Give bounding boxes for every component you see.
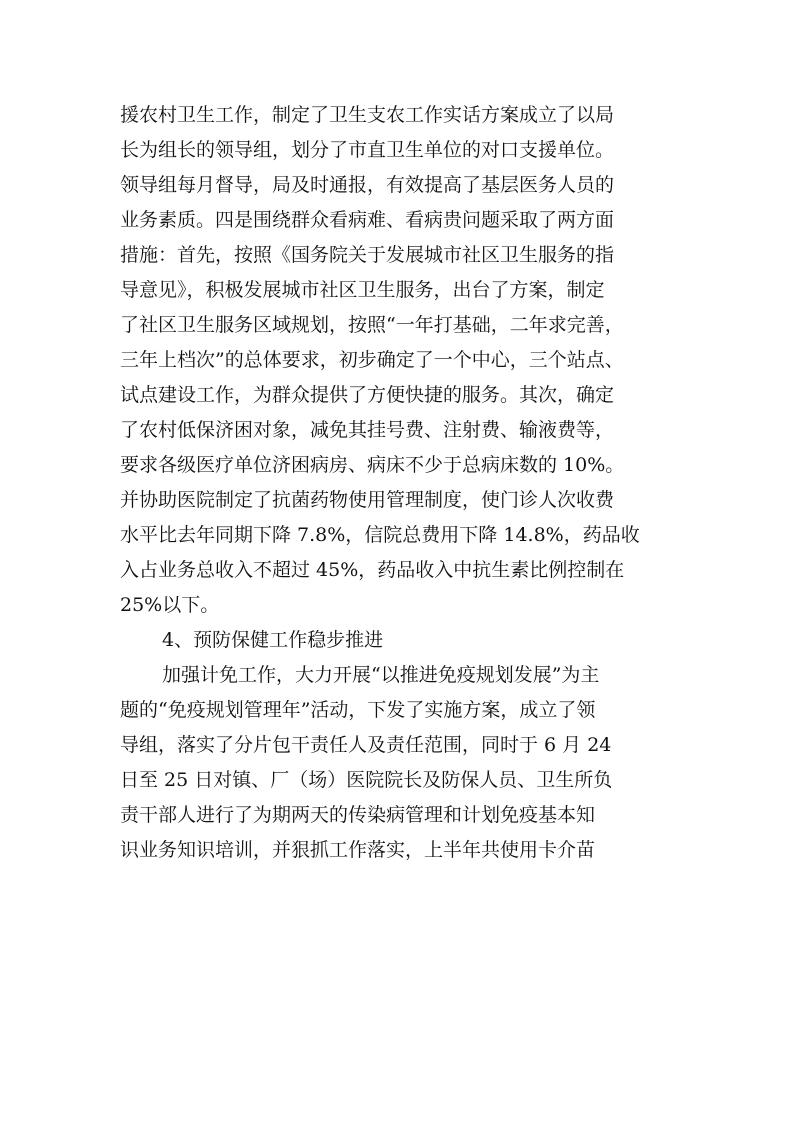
text-line: 援农村卫生工作，制定了卫生支农工作实话方案成立了以局 — [120, 104, 615, 126]
text-line: 识业务知识培训，并狠抓工作落实，上半年共使用卡介苗 — [120, 839, 596, 861]
text-line: 要求各级医疗单位济困病房、病床不少于总病床数的 10%。 — [120, 454, 625, 476]
text-line: 了社区卫生服务区域规划，按照“一年打基础，二年求完善， — [120, 314, 624, 336]
text-line: 25%以下。 — [120, 594, 220, 616]
text-line: 领导组每月督导，局及时通报，有效提高了基层医务人员的 — [120, 174, 615, 196]
text-line: 业务素质。四是围绕群众看病难、看病贵问题采取了两方面 — [120, 209, 615, 231]
text-line: 导组，落实了分片包干责任人及责任范围，同时于 6 月 24 — [120, 734, 612, 756]
text-line: 水平比去年同期下降 7.8%，信院总费用下降 14.8%，药品收 — [120, 524, 640, 546]
text-line: 加强计免工作，大力开展“以推进免疫规划发展”为主 — [162, 664, 600, 686]
text-line: 并协助医院制定了抗菌药物使用管理制度，使门诊人次收费 — [120, 489, 615, 511]
text-line: 措施：首先，按照《国务院关于发展城市社区卫生服务的指 — [120, 244, 615, 266]
document-body — [120, 98, 690, 868]
text-line: 长为组长的领导组，划分了市直卫生单位的对口支援单位。 — [120, 139, 615, 161]
text-line: 题的“免疫规划管理年”活动，下发了实施方案，成立了领 — [120, 699, 596, 721]
text-line: 导意见》，积极发展城市社区卫生服务，出台了方案，制定 — [120, 279, 605, 301]
text-line: 三年上档次”的总体要求，初步确定了一个中心，三个站点、 — [120, 349, 624, 371]
section-heading: 4、预防保健工作稳步推进 — [162, 629, 384, 651]
text-line: 试点建设工作，为群众提供了方便快捷的服务。其次，确定 — [120, 384, 615, 406]
text-line: 日至 25 日对镇、厂（场）医院院长及防保人员、卫生所负 — [120, 769, 613, 791]
text-line: 入占业务总收入不超过 45%，药品收入中抗生素比例控制在 — [120, 559, 625, 581]
text-line: 了农村低保济困对象，减免其挂号费、注射费、输液费等， — [120, 419, 615, 441]
text-line: 责干部人进行了为期两天的传染病管理和计划免疫基本知 — [120, 804, 596, 826]
